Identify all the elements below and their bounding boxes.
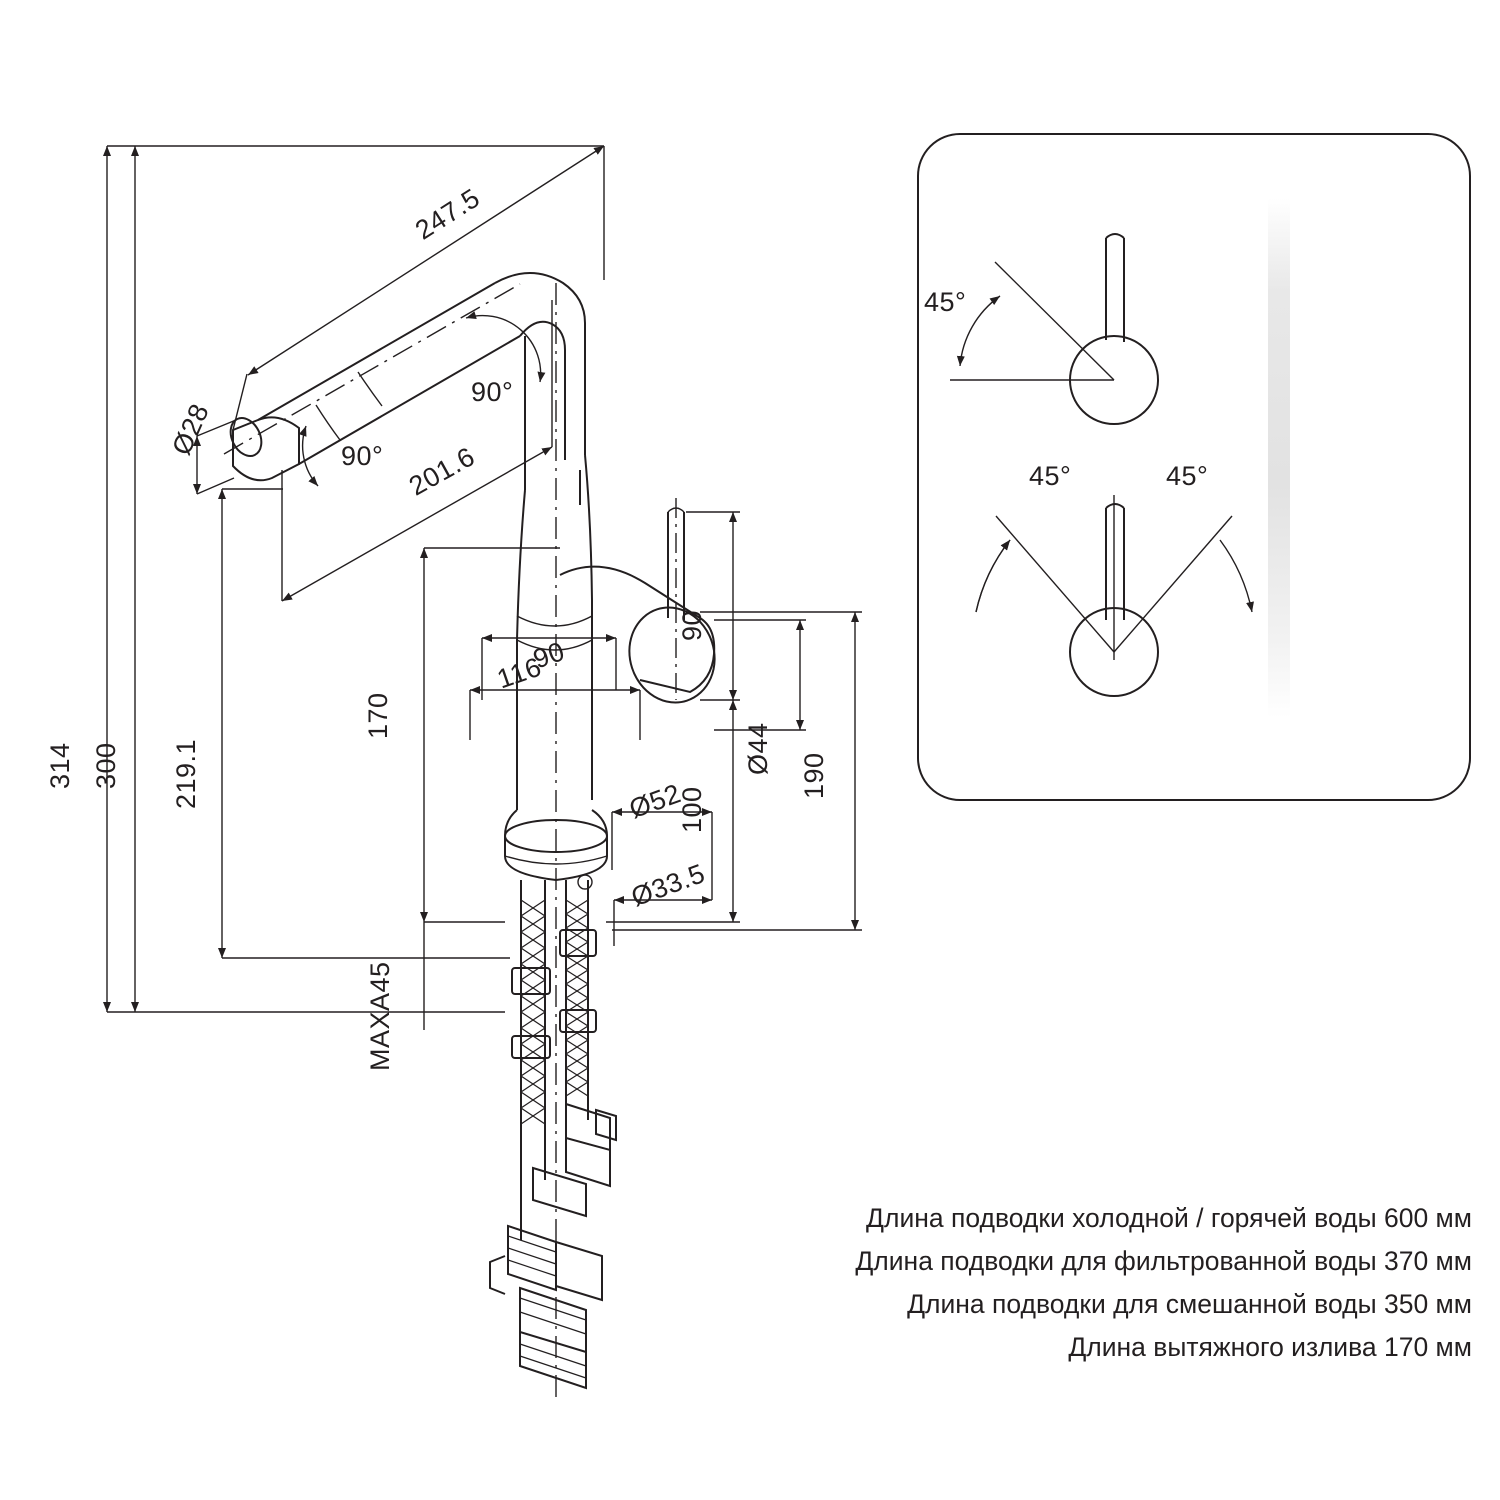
dimension-label-body-width-90: 90 bbox=[529, 636, 569, 675]
dimension-label-height-300: 300 bbox=[91, 742, 121, 789]
angle-label-lever-tilt-45: 45° bbox=[924, 287, 967, 317]
dimension-label-total-height: 314 bbox=[45, 742, 75, 789]
note-line-cold-hot: Длина подводки холодной / горячей воды 600 мм bbox=[866, 1203, 1472, 1233]
faucet-undersink-assembly bbox=[490, 880, 616, 1388]
dimension-label-spout-reach: 247.5 bbox=[409, 182, 486, 246]
angle-label-swivel-left-45: 45° bbox=[1029, 461, 1072, 491]
dimension-label-pullout-length: 170 bbox=[363, 692, 393, 739]
inset-bottom-view bbox=[976, 495, 1252, 696]
dimension-lines-main bbox=[107, 146, 862, 1030]
inset-highlight-bar bbox=[1268, 198, 1290, 718]
inset-top-view bbox=[950, 234, 1158, 424]
dimension-label-height-190: 190 bbox=[799, 752, 829, 799]
dimension-label-height-100: 100 bbox=[677, 786, 707, 833]
dimension-label-lever-height-90: 90 bbox=[677, 609, 707, 641]
faucet-body bbox=[224, 273, 727, 1400]
dimension-label-spout-diameter: Ø28 bbox=[166, 399, 215, 460]
dimension-label-projection: 201.6 bbox=[404, 441, 480, 502]
dimension-label-shank-diameter: Ø33.5 bbox=[627, 858, 710, 913]
dimension-label-max-thickness: MAXA45 bbox=[365, 961, 395, 1071]
note-line-mixed: Длина подводки для смешанной воды 350 мм bbox=[907, 1289, 1472, 1319]
dimension-label-body-width-116: 116 bbox=[493, 651, 546, 695]
note-line-filtered: Длина подводки для фильтрованной воды 370 мм bbox=[855, 1246, 1472, 1276]
dimension-label-lever-diameter: Ø44 bbox=[743, 722, 773, 775]
angle-label-left-90: 90° bbox=[341, 441, 384, 471]
note-line-pullout: Длина вытяжного излива 170 мм bbox=[1068, 1332, 1472, 1362]
angle-label-swivel-right-45: 45° bbox=[1166, 461, 1209, 491]
angle-label-right-90: 90° bbox=[471, 377, 514, 407]
dimension-label-base-diameter: Ø52 bbox=[625, 778, 685, 825]
notes-block bbox=[772, 1197, 1472, 1369]
dimension-label-height-219: 219.1 bbox=[171, 738, 201, 809]
